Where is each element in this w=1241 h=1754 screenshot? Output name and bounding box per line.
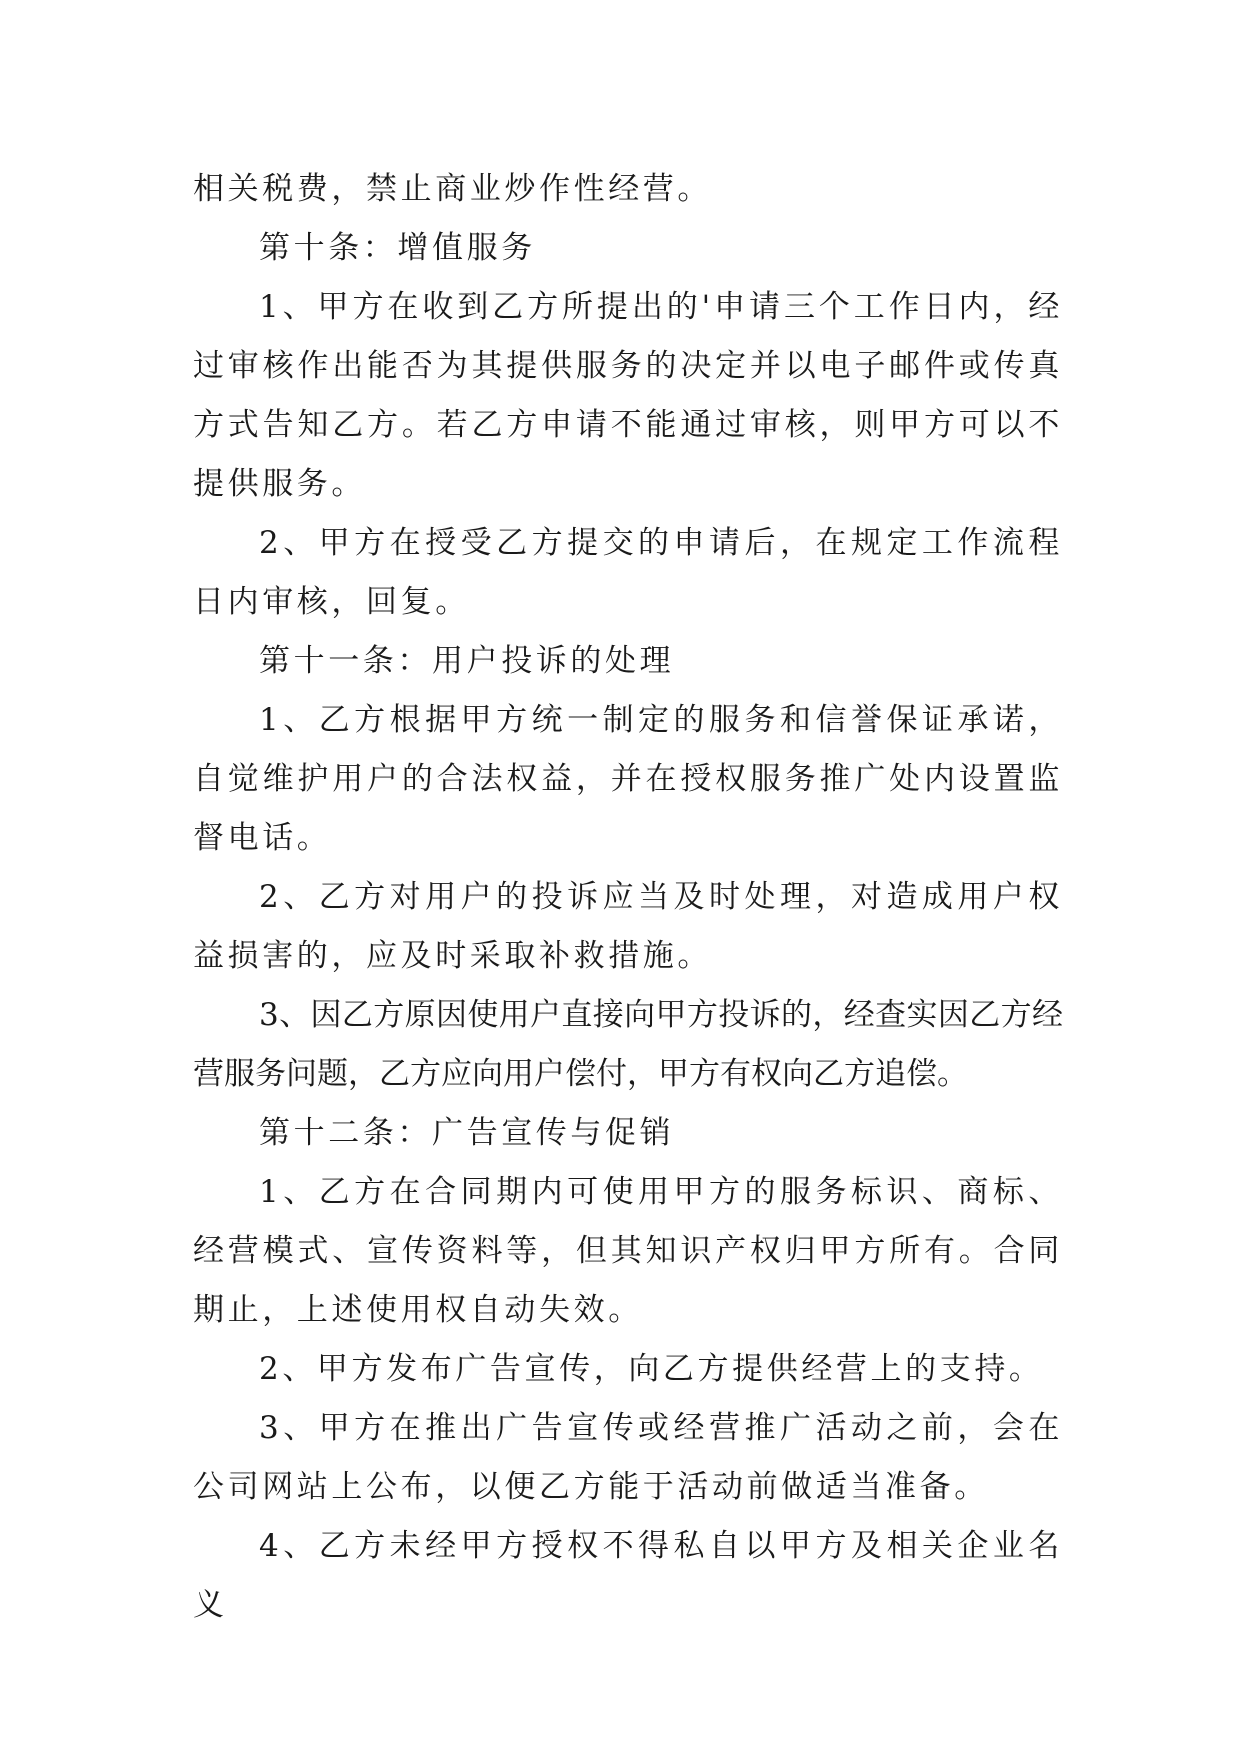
article-10-heading: 第十条：增值服务 xyxy=(259,230,536,266)
article-12-clause-2: 2、甲方发布广告宣传，向乙方提供经营上的支持。 xyxy=(259,1351,1044,1387)
article-12-clause-3: 3、甲方在推出广告宣传或经营推广活动之前，会在公司网站上公布，以便乙方能于活动前做适当准备。 xyxy=(193,1410,1063,1505)
article-11-clause-3: 3、因乙方原因使用户直接向甲方投诉的，经查实因乙方经营服务问题，乙方应向用户偿付，甲方有权向乙方追偿。 xyxy=(193,997,1063,1092)
article-11-clause-1: 1、乙方根据甲方统一制定的服务和信誉保证承诺，自觉维护用户的合法权益，并在授权服务推广处内设置监督电话。 xyxy=(193,702,1063,856)
article-12-heading: 第十二条：广告宣传与促销 xyxy=(259,1115,675,1151)
article-10-clause-2: 2、甲方在授受乙方提交的申请后，在规定工作流程日内审核，回复。 xyxy=(193,525,1063,620)
article-10-clause-1: 1、甲方在收到乙方所提出的'申请三个工作日内，经过审核作出能否为其提供服务的决定并以电子邮件或传真方式告知乙方。若乙方申请不能通过审核，则甲方可以不提供服务。 xyxy=(193,289,1063,502)
document-body xyxy=(193,160,1063,1635)
paragraph-continuation: 相关税费，禁止商业炒作性经营。 xyxy=(193,171,712,207)
article-11-clause-2: 2、乙方对用户的投诉应当及时处理，对造成用户权益损害的，应及时采取补救措施。 xyxy=(193,879,1063,974)
article-12-clause-4: 4、乙方未经甲方授权不得私自以甲方及相关企业名义 xyxy=(193,1528,1063,1623)
article-11-heading: 第十一条：用户投诉的处理 xyxy=(259,643,675,679)
article-12-clause-1: 1、乙方在合同期内可使用甲方的服务标识、商标、经营模式、宣传资料等，但其知识产权归甲方所有。合同期止，上述使用权自动失效。 xyxy=(193,1174,1063,1328)
